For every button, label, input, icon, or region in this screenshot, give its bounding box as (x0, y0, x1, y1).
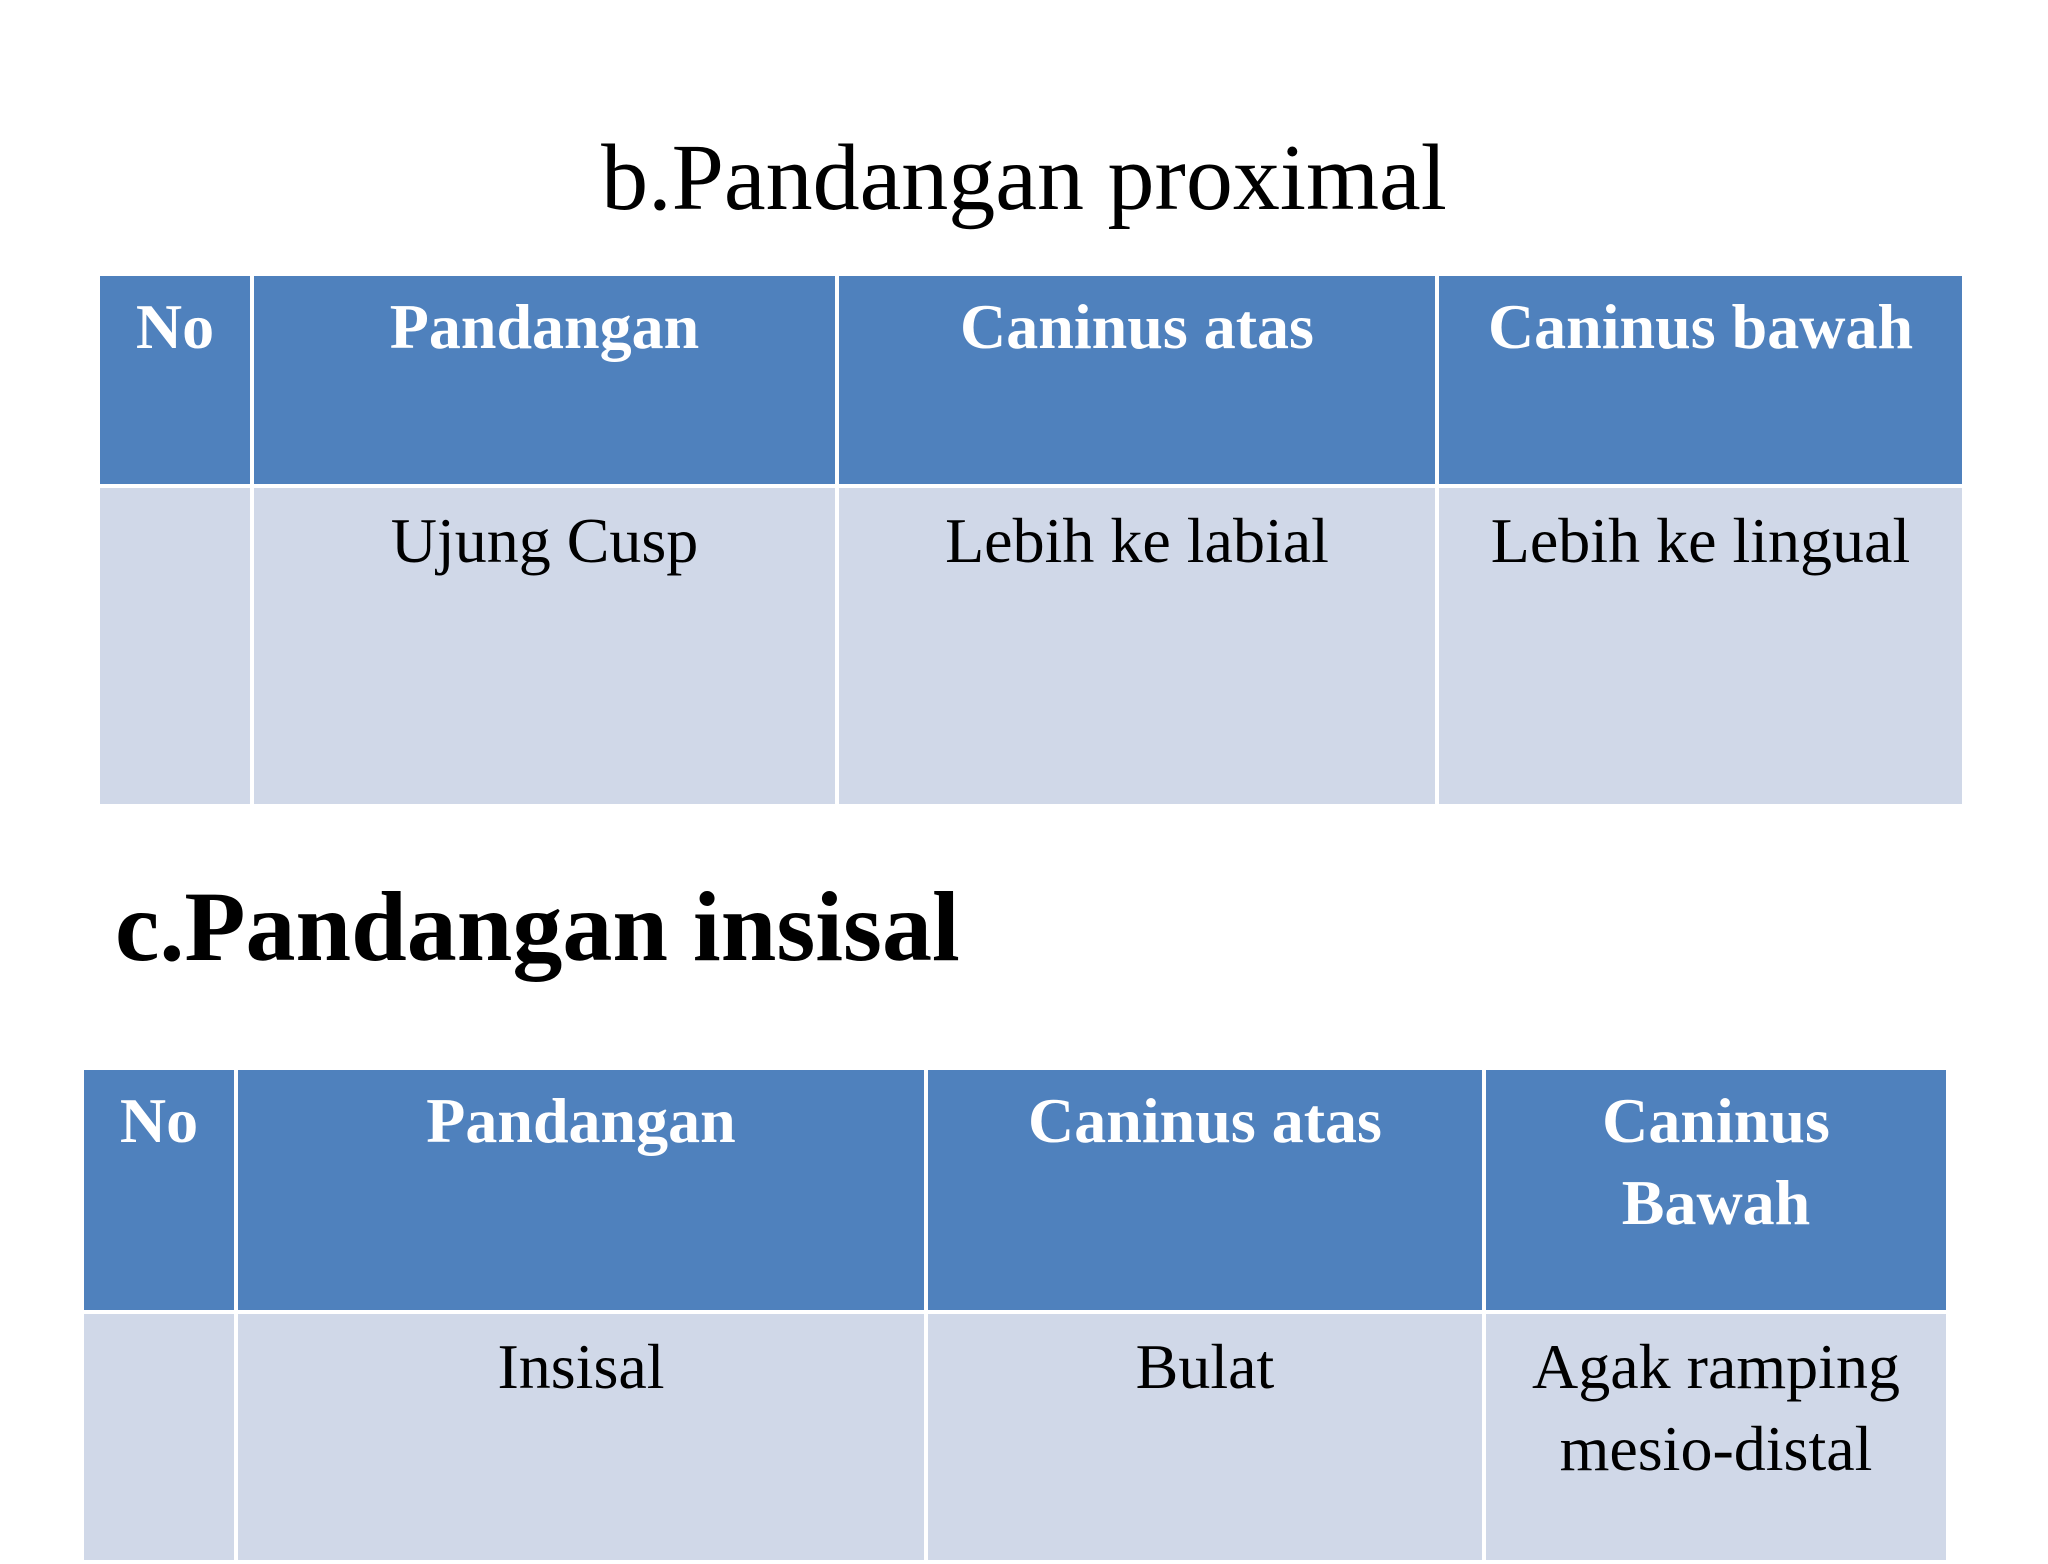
header-caninus-atas: Caninus atas (837, 274, 1437, 486)
header-no: No (82, 1068, 236, 1312)
cell-no (98, 486, 252, 806)
cell-no (82, 1312, 236, 1562)
cell-caninus-atas: Bulat (926, 1312, 1484, 1562)
cell-caninus-bawah: Lebih ke lingual (1437, 486, 1964, 806)
section-b-title: b.Pandangan proximal (601, 126, 1447, 230)
table-row (82, 1312, 1948, 1562)
cell-caninus-atas: Lebih ke labial (837, 486, 1437, 806)
proximal-table (96, 272, 1966, 808)
header-caninus-bawah: Caninus bawah (1437, 274, 1964, 486)
header-caninus-bawah: Caninus Bawah (1484, 1068, 1948, 1312)
table-header-row (82, 1068, 1948, 1312)
section-c-title: c.Pandangan insisal (115, 871, 960, 982)
header-no: No (98, 274, 252, 486)
header-pandangan: Pandangan (252, 274, 837, 486)
cell-pandangan: Insisal (236, 1312, 926, 1562)
table-row (98, 486, 1964, 806)
cell-pandangan: Ujung Cusp (252, 486, 837, 806)
table-header-row (98, 274, 1964, 486)
header-caninus-atas: Caninus atas (926, 1068, 1484, 1312)
header-pandangan: Pandangan (236, 1068, 926, 1312)
insisal-table (80, 1066, 1950, 1564)
cell-caninus-bawah: Agak ramping mesio-distal (1484, 1312, 1948, 1562)
